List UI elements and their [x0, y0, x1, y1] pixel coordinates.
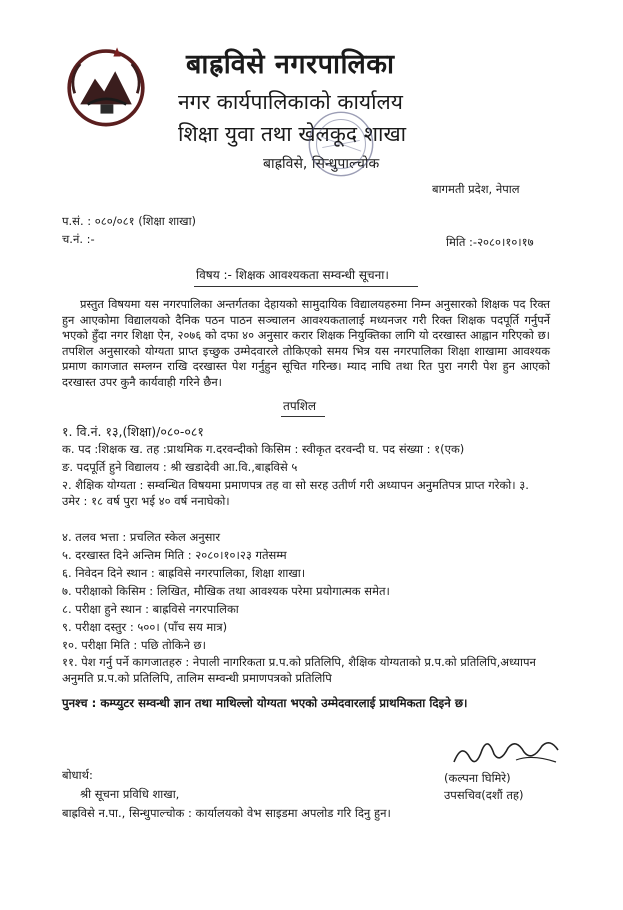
office-name: नगर कार्यपालिकाको कार्यालय — [178, 90, 403, 114]
letter-date: मिति :-२०८०।१०।१७ — [446, 235, 534, 249]
office-location: बाह्रविसे, सिन्धुपाल्चोक — [263, 156, 380, 172]
subject-line: विषय :- शिक्षक आवश्यकता सम्वन्धी सूचना। — [196, 268, 389, 282]
school-name: ङ. पदपूर्ति हुने विद्यालय : श्री खडादेवी आ.वि.,बाह्रविसे ५ — [62, 460, 298, 474]
application-deadline: ५. दरखास्त दिने अन्तिम मिति : २०८०।१०।२३ गतेसम्म — [62, 548, 287, 562]
required-documents: ११. पेश गर्नु पर्ने कागजातहरु : नेपाली नागरिकता प्र.प.को प्रतिलिपि, शैक्षिक योग्यताको प्र.प.को प्रतिलिपि,अध्यापन अनुमति प्र.प.को प्रतिलिपि, तालिम सम्वन्धी प्रमाणपत्रको प्रतिलिपि — [62, 655, 536, 685]
signatory-title: उपसचिव(दशौं तह) — [444, 788, 524, 802]
cc-instruction: बाह्रविसे न.पा., सिन्धुपाल्चोक : कार्यालयको वेभ साइडमा अपलोड गरि दिनु हुन। — [62, 806, 391, 820]
salary-details: ४. तलव भत्ता : प्रचलित स्केल अनुसार — [62, 530, 221, 544]
details-heading: तपशिल — [283, 399, 317, 413]
intro-paragraph: प्रस्तुत विषयमा यस नगरपालिका अन्तर्गतका देहायको सामुदायिक विद्यालयहरुमा निम्न अनुसारको शिक्षक पद रिक्त हुन आएकोमा विद्यालयको दैनिक पठन पाठन सञ्चालन आवश्यकतालाई मध्यनजर गरी रिक्त शिक्षक पदपूर्ति गर्नुपर्ने भएको हुँदा नगर शिक्षा ऐन, २०७६ को दफा ४० अनुसार करार शिक्षक नियुक्तिका लागि यो दरखास्त आह्वान गरिएको छ। तपशिल अनुसारको योग्यता प्राप्त इच्छुक उम्मेदवारले तोकिएको समय भित्र यस नगरपालिका शिक्षा शाखामा आवश्यक प्रमाण कागजात सम्लग्न राखि दरखास्त पेश गर्नुहुन सूचित गरिन्छ। म्याद नाघि तथा रित पुरा नगरी पेश हुन आएको दरखास्त उपर कुनै कार्यवाही गरिने छैन। — [62, 297, 550, 389]
exam-place: ८. परीक्षा हुने स्थान : बाह्रविसे नगरपालिका — [62, 602, 239, 616]
signatory-name: (कल्पना घिमिरे) — [444, 771, 511, 785]
subject-underline — [194, 286, 418, 287]
government-emblem-icon — [60, 40, 152, 132]
handwritten-signature-icon — [446, 732, 566, 772]
cc-recipient: श्री सूचना प्रविधि शाखा, — [80, 787, 180, 801]
exam-fee: ९. परीक्षा दस्तुर : ५००। (पाँच सय मात्र) — [62, 620, 228, 634]
advertisement-number: १. वि.नं. १३,(शिक्षा)/०८०-०८१ — [62, 424, 204, 439]
letter-number: प.सं. : ०८०/०८१ (शिक्षा शाखा) — [62, 214, 197, 228]
postscript-note: पुनश्च : कम्प्युटर सम्वन्धी ज्ञान तथा माथिल्लो योग्यता भएको उम्मेदवारलाई प्राथमिकता दिइने छ। — [62, 696, 468, 710]
cc-heading: बोधार्थ: — [62, 768, 93, 782]
municipality-name: बाह्रविसे नगरपालिका — [186, 49, 395, 80]
section-name: शिक्षा युवा तथा खेलकूद शाखा — [178, 122, 407, 146]
details-heading-underline — [281, 416, 325, 417]
exam-date: १०. परीक्षा मिति : पछि तोकिने छ। — [62, 638, 206, 652]
province-name: बागमती प्रदेश, नेपाल — [432, 182, 520, 196]
post-details: क. पद :शिक्षक ख. तह :प्राथमिक ग.दरवन्दीको किसिम : स्वीकृत दरवन्दी घ. पद संख्या : १(एक) — [62, 442, 465, 456]
application-place: ६. निवेदन दिने स्थान : बाह्रविसे नगरपालिका, शिक्षा शाखा। — [62, 566, 306, 580]
dispatch-number: च.नं. :- — [62, 232, 95, 246]
exam-type: ७. परीक्षाको किसिम : लिखित, मौखिक तथा आवश्यक परेमा प्रयोगात्मक समेत। — [62, 584, 390, 598]
office-stamp-icon — [305, 108, 377, 180]
qualification-and-age: २. शैक्षिक योग्यता : सम्वन्धित विषयमा प्रमाणपत्र तह वा सो सरह उतीर्ण गरी अध्यापन अनुमतिपत्र प्राप्त गरेको। ३. उमेर : १८ वर्ष पुरा भई ४० वर्ष ननाघेको। — [62, 478, 529, 508]
